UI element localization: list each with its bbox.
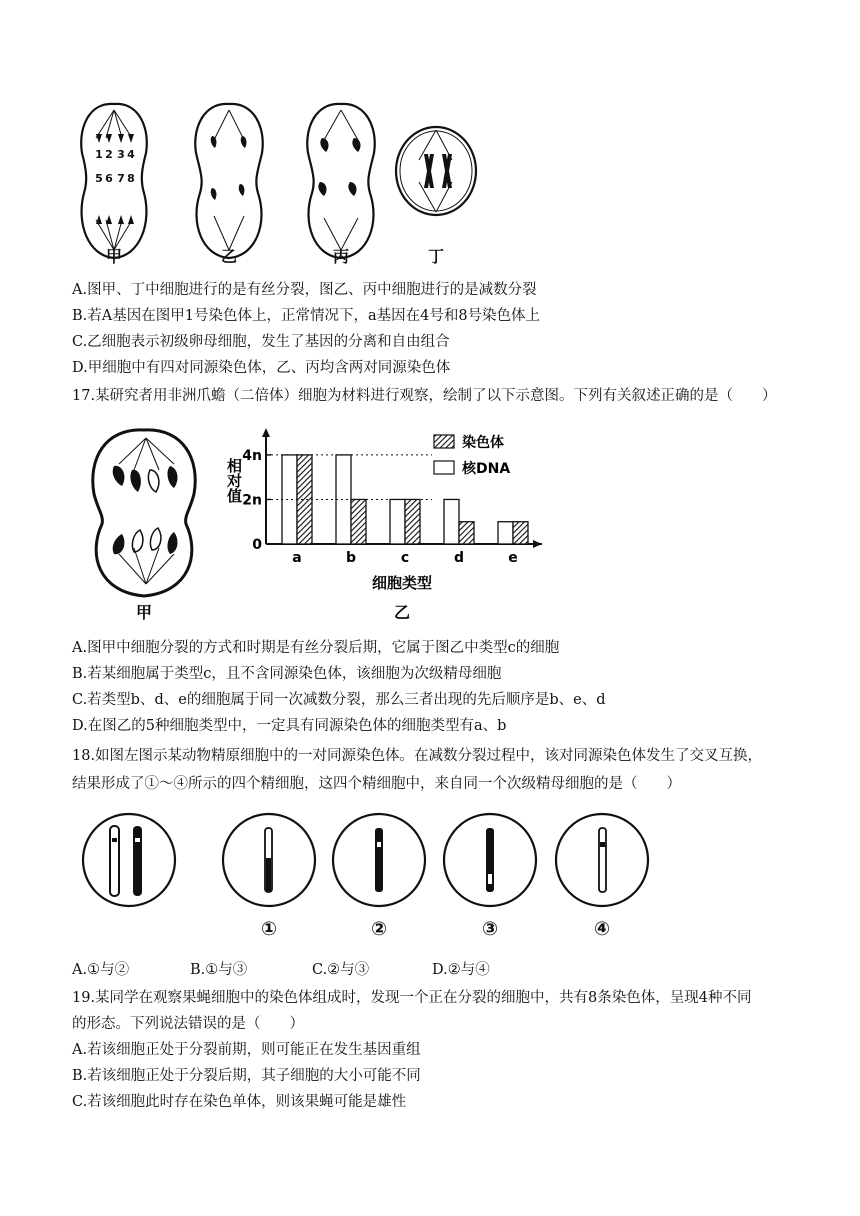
chart-ytick-label: 2n bbox=[242, 492, 262, 509]
chart-xcat-e: e bbox=[508, 550, 518, 566]
chart-ytick-label: 0 bbox=[252, 537, 262, 553]
q17-option-c: C.若类型b、d、e的细胞属于同一次减数分裂，那么三者出现的先后顺序是b、e、d bbox=[72, 692, 606, 708]
q19-option-c: C.若该细胞此时存在染色单体，则该果蝇可能是雄性 bbox=[72, 1094, 407, 1110]
q17-option-a: A.图甲中细胞分裂的方式和时期是有丝分裂后期，它属于图乙中类型c的细胞 bbox=[72, 640, 560, 656]
bar-dna-d bbox=[444, 499, 459, 544]
chromosome-number-3: 3 bbox=[117, 148, 125, 161]
q17-option-d: D.在图乙的5种细胞类型中，一定具有同源染色体的细胞类型有a、b bbox=[72, 718, 507, 734]
chart-xcat-c: c bbox=[400, 550, 410, 566]
bar-dna-b bbox=[336, 455, 351, 544]
chart-xcat-d: d bbox=[453, 550, 465, 566]
figure-q17-bar-chart bbox=[220, 424, 560, 624]
chart-ylabel: 相对值 bbox=[225, 458, 243, 503]
q19-option-b: B.若该细胞正处于分裂后期，其子细胞的大小可能不同 bbox=[72, 1068, 421, 1084]
cell-label-3: ③ bbox=[481, 918, 499, 940]
chart-x-axis-arrow bbox=[533, 540, 542, 548]
chart-y-axis-arrow bbox=[262, 428, 270, 437]
figure-q17-cell bbox=[74, 424, 214, 624]
q16-option-d: D.甲细胞中有四对同源染色体，乙、丙均含两对同源染色体 bbox=[72, 360, 451, 376]
legend-swatch-chromosome bbox=[434, 435, 454, 448]
q18-option-a: A.①与② bbox=[72, 962, 130, 978]
cell-label-ding: 丁 bbox=[427, 247, 445, 266]
figure-q18-cells bbox=[74, 808, 674, 948]
bar-chromosome-a bbox=[297, 455, 312, 544]
q17-option-b: B.若某细胞属于类型c，且不含同源染色体，该细胞为次级精母细胞 bbox=[72, 666, 502, 682]
cell-label-2: ② bbox=[370, 918, 388, 940]
figure-cell-division bbox=[74, 98, 504, 268]
legend-label-dna: 核DNA bbox=[462, 461, 511, 477]
chromosome-number-7: 7 bbox=[117, 172, 125, 185]
q18-option-d: D.②与④ bbox=[432, 962, 490, 978]
cell-label-1: ① bbox=[260, 918, 278, 940]
q16-option-a: A.图甲、丁中细胞进行的是有丝分裂，图乙、丙中细胞进行的是减数分裂 bbox=[72, 282, 537, 298]
legend-label-chromosome: 染色体 bbox=[462, 435, 504, 451]
cell-label-bing: 丙 bbox=[332, 247, 350, 266]
bar-dna-e bbox=[498, 522, 513, 544]
q17-stem: 17.某研究者用非洲爪蟾（二倍体）细胞为材料进行观察，绘制了以下示意图。下列有关叙述正确的是（ ） bbox=[72, 388, 777, 404]
q19-option-a: A.若该细胞正处于分裂前期，则可能正在发生基因重组 bbox=[72, 1042, 421, 1058]
chromosome-number-5: 5 bbox=[95, 172, 103, 185]
chromosome-number-2: 2 bbox=[105, 148, 113, 161]
bar-chromosome-d bbox=[459, 522, 474, 544]
chromosome-number-8: 8 bbox=[127, 172, 135, 185]
chromosome-number-4: 4 bbox=[127, 148, 135, 161]
bar-dna-c bbox=[390, 499, 405, 544]
cell-label-jia: 甲 bbox=[105, 247, 123, 266]
q16-option-b: B.若A基因在图甲1号染色体上，正常情况下，a基因在4号和8号染色体上 bbox=[72, 308, 541, 324]
q18-option-c: C.②与③ bbox=[312, 962, 370, 978]
cell-label-yi: 乙 bbox=[220, 247, 238, 266]
q19-stem-line1: 19.某同学在观察果蝇细胞中的染色体组成时，发现一个正在分裂的细胞中，共有8条染色体，呈现4种不同 bbox=[72, 990, 752, 1006]
chart-ytick-label: 4n bbox=[242, 447, 262, 464]
legend-swatch-dna bbox=[434, 461, 454, 474]
q18-option-b: B.①与③ bbox=[190, 962, 248, 978]
chart-xcat-a: a bbox=[292, 550, 302, 566]
chromosome-number-6: 6 bbox=[105, 172, 113, 185]
bar-dna-a bbox=[282, 455, 297, 544]
chart-xcat-b: b bbox=[345, 550, 357, 566]
chart-legend bbox=[434, 434, 510, 477]
chromosome-number-1: 1 bbox=[95, 148, 103, 161]
cell-spermatogonium bbox=[83, 814, 175, 906]
fig-label-yi: 乙 bbox=[393, 603, 411, 622]
bar-chromosome-e bbox=[513, 522, 528, 544]
q16-option-c: C.乙细胞表示初级卵母细胞，发生了基因的分离和自由组合 bbox=[72, 334, 450, 350]
q19-stem-line2: 的形态。下列说法错误的是（ ） bbox=[72, 1016, 304, 1032]
q18-stem-line2: 结果形成了①～④所示的四个精细胞，这四个精细胞中，来自同一个次级精母细胞的是（ ） bbox=[72, 776, 681, 792]
fig-label-jia: 甲 bbox=[135, 603, 153, 622]
cell-label-4: ④ bbox=[593, 918, 611, 940]
bar-chromosome-b bbox=[351, 499, 366, 544]
bar-chromosome-c bbox=[405, 499, 420, 544]
chart-xlabel: 细胞类型 bbox=[371, 574, 433, 592]
q18-stem-line1: 18.如图左图示某动物精原细胞中的一对同源染色体。在减数分裂过程中，该对同源染色体发生了交叉互换， bbox=[72, 748, 763, 764]
q18-options bbox=[72, 958, 772, 978]
